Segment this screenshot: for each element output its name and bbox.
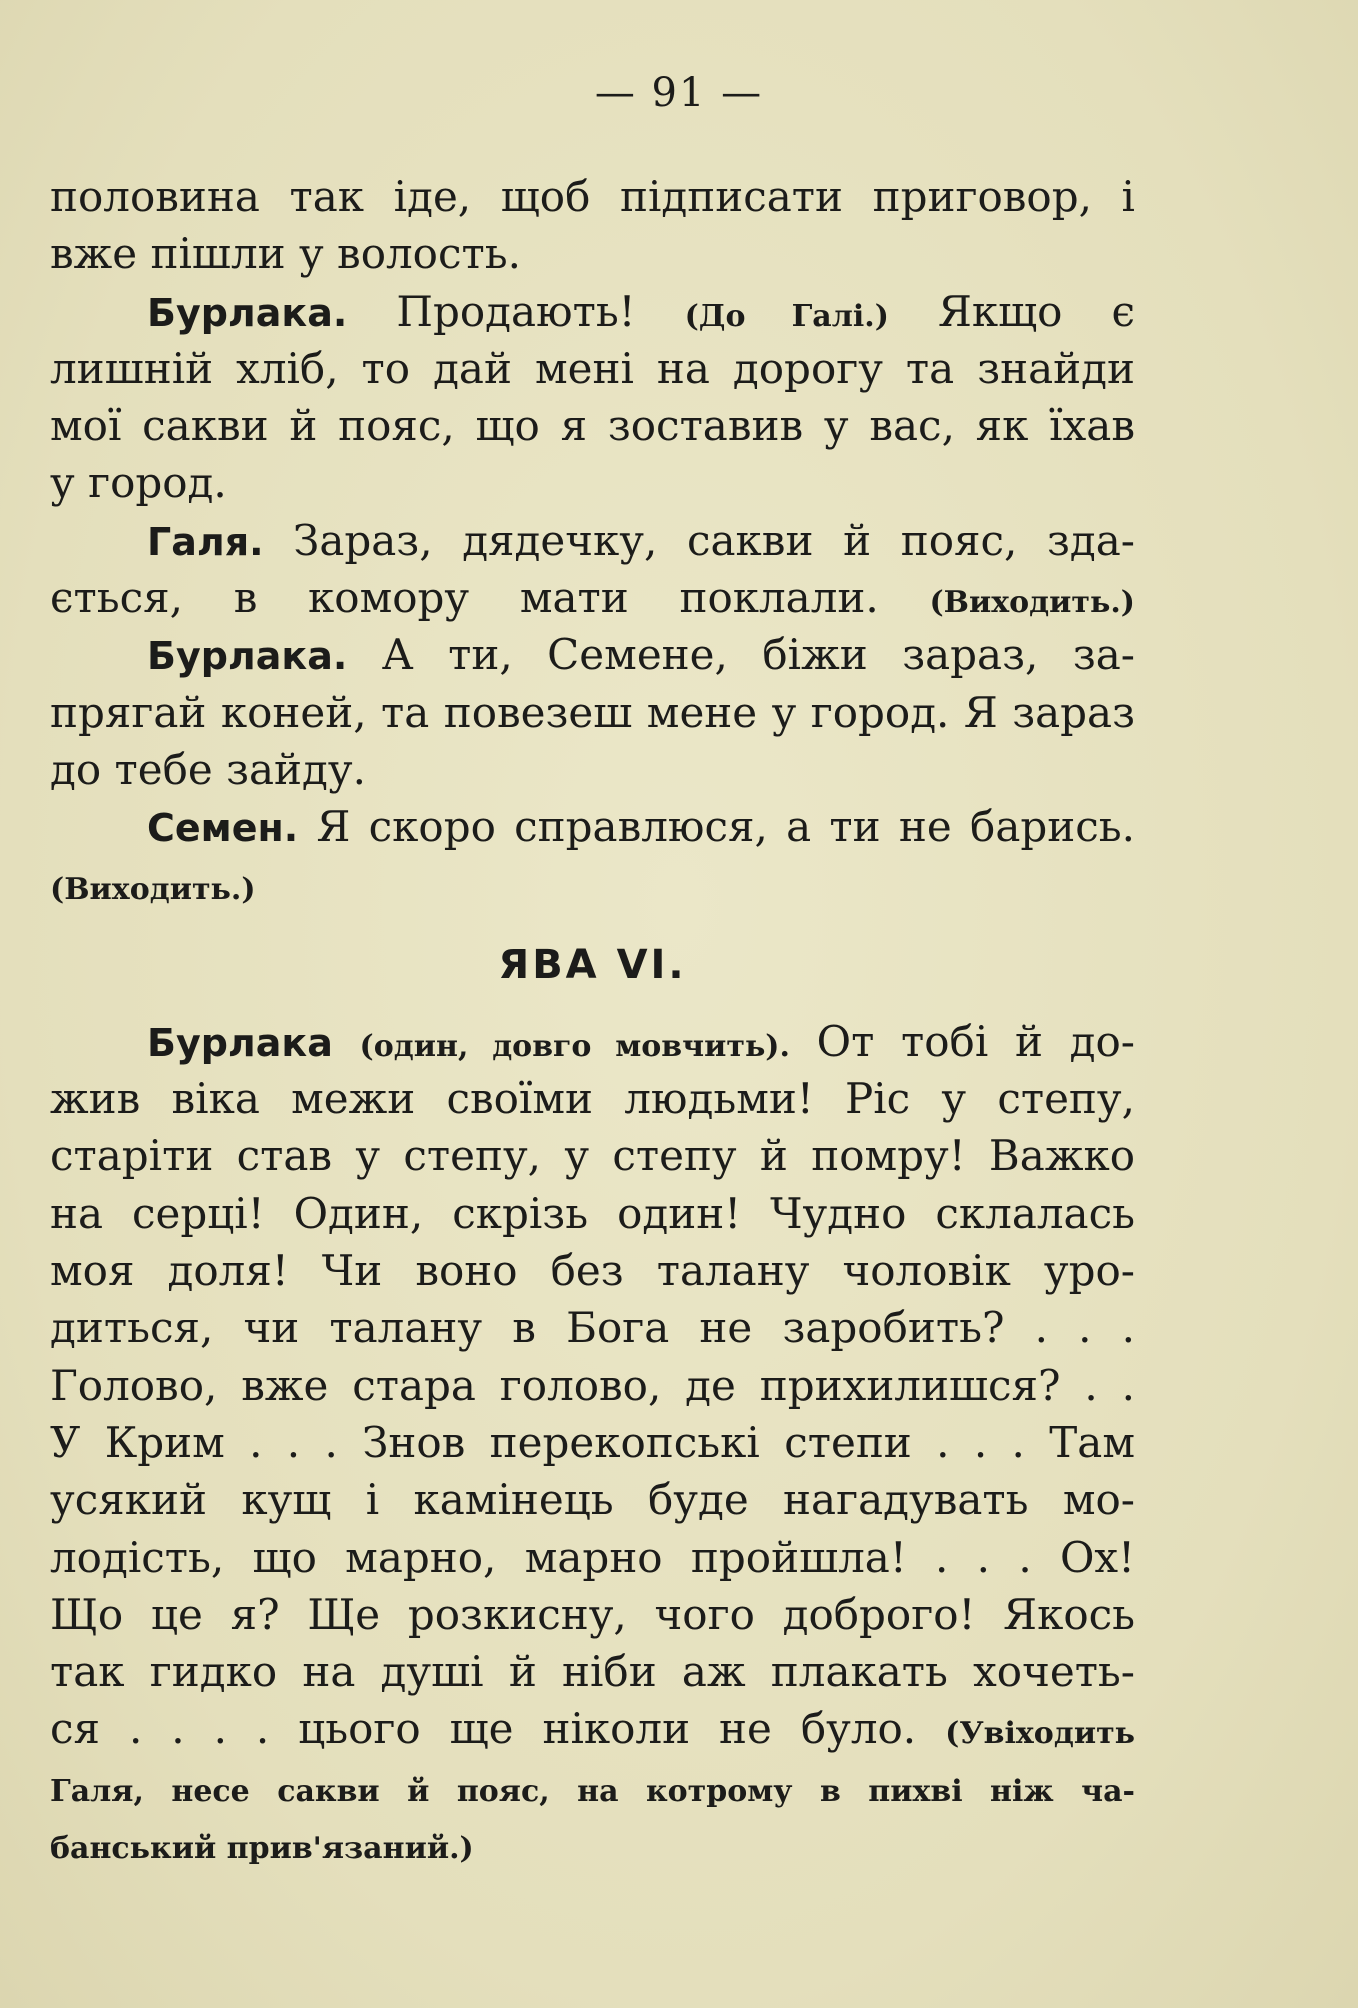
text-line: лишній хліб, то дай мені на дорогу та знайди bbox=[50, 343, 1135, 393]
speech-text: Якщо є bbox=[937, 286, 1135, 336]
scene-heading: ЯВА VI. bbox=[498, 941, 687, 988]
text-line bbox=[50, 569, 1135, 626]
speech-text: Продають! bbox=[396, 286, 636, 336]
speech-text: ся . . . . цього ще ніколи не було. bbox=[50, 1704, 917, 1754]
text-line bbox=[50, 1815, 1135, 1872]
stage-direction: (Виходить.) bbox=[50, 871, 256, 907]
speech-text: Я скоро справлюся, а ти не барись. bbox=[316, 802, 1135, 852]
text-line: усякий кущ і камінець буде нагадувать мо- bbox=[50, 1475, 1135, 1525]
text-line: прягай коней, та повезеш мене у город. Я зараз bbox=[50, 687, 1135, 737]
text-line: старіти став у степу, у степу й помру! Важко bbox=[50, 1131, 1135, 1181]
text-line: у город. bbox=[50, 458, 227, 508]
text-line: моя доля! Чи воно без талану чоловік уро- bbox=[50, 1246, 1135, 1296]
speaker-name: Галя. bbox=[147, 519, 264, 564]
speech-text: А ти, Семене, біжи зараз, за- bbox=[381, 630, 1135, 680]
text-line: лодість, що марно, марно пройшла! . . . Ох! bbox=[50, 1532, 1135, 1582]
stage-direction: банський прив'язаний.) bbox=[50, 1831, 474, 1867]
speech-line bbox=[50, 512, 1135, 569]
speech-line bbox=[50, 283, 1135, 340]
text-line: Голово, вже стара голово, де прихилишся? . . bbox=[50, 1360, 1135, 1410]
text-line: до тебе зайду. bbox=[50, 744, 366, 794]
text-line: У Крим . . . Знов перекопські степи . . . Там bbox=[50, 1417, 1135, 1467]
text-line bbox=[50, 856, 1135, 913]
speech-text: ється, в комору мати поклали. bbox=[50, 573, 879, 623]
text-line: Що це я? Ще розкисну, чого доброго! Якось bbox=[50, 1589, 1135, 1639]
text-line: на серці! Один, скрізь один! Чудно склалась bbox=[50, 1188, 1135, 1238]
speaker-name: Бурлака. bbox=[147, 290, 348, 335]
page-number: — 91 — bbox=[594, 70, 764, 116]
text-line bbox=[50, 1700, 1135, 1757]
stage-direction: (До Галі.) bbox=[684, 298, 889, 334]
speech-line bbox=[50, 798, 1135, 855]
text-line: половина так іде, щоб підписати приговор, і bbox=[50, 172, 1135, 221]
speaker-name: Бурлака. bbox=[147, 634, 348, 679]
speech-line bbox=[50, 1013, 1135, 1070]
speech-text: Зараз, дядечку, сакви й пояс, зда- bbox=[293, 515, 1135, 565]
stage-direction: (один, довго мовчить). bbox=[359, 1028, 790, 1064]
speaker-name: Бурлака bbox=[147, 1020, 333, 1065]
text-line: вже пішли у волость. bbox=[50, 229, 521, 279]
text-line: мої сакви й пояс, що я зоставив у вас, як їхав bbox=[50, 401, 1135, 451]
speech-line bbox=[50, 626, 1135, 683]
stage-direction: (Увіходить bbox=[945, 1716, 1136, 1752]
text-line bbox=[50, 1758, 1135, 1815]
text-line: диться, чи талану в Бога не заробить? . . . bbox=[50, 1303, 1135, 1353]
speech-text: От тобі й до- bbox=[816, 1016, 1135, 1066]
text-line: жив віка межи своїми людьми! Ріс у степу, bbox=[50, 1074, 1135, 1124]
stage-direction: (Виходить.) bbox=[929, 585, 1135, 621]
text-line: так гидко на душі й ніби аж плакать хочеть- bbox=[50, 1647, 1135, 1697]
page-text bbox=[50, 168, 1135, 1872]
stage-direction: Галя, несе сакви й пояс, на котрому в пихві ніж ча- bbox=[50, 1773, 1135, 1809]
speaker-name: Семен. bbox=[147, 806, 299, 851]
